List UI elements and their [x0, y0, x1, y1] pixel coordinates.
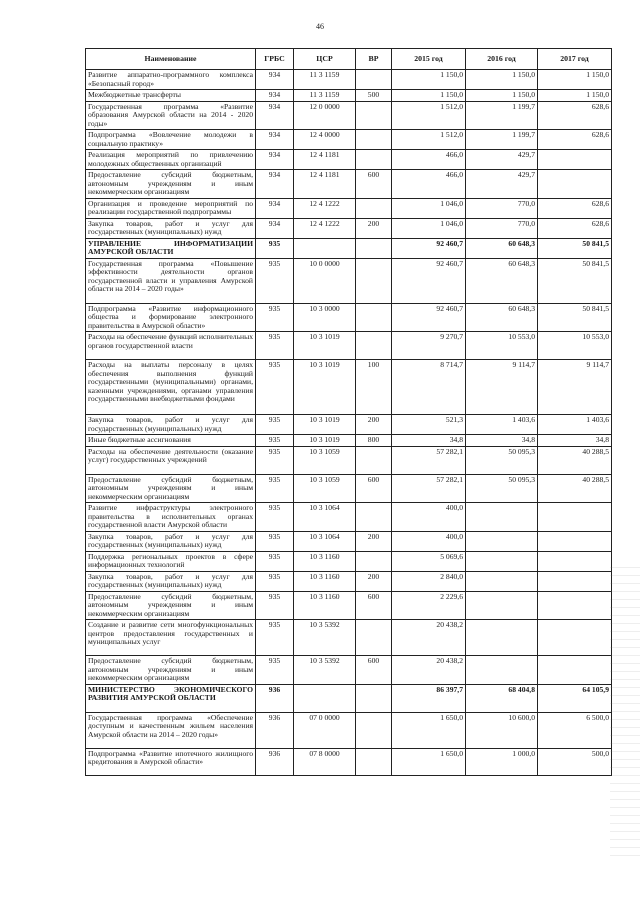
cell-vr: 800	[356, 435, 392, 447]
cell-y2015: 400,0	[392, 503, 466, 532]
cell-y2017: 50 841,5	[538, 238, 612, 258]
cell-y2015: 92 460,7	[392, 238, 466, 258]
cell-y2015: 1 512,0	[392, 130, 466, 150]
cell-csr: 10 3 1019	[294, 435, 356, 447]
cell-csr: 10 3 1059	[294, 474, 356, 503]
cell-y2017: 628,6	[538, 198, 612, 218]
cell-grbs: 934	[256, 130, 294, 150]
cell-y2017	[538, 531, 612, 551]
header-name: Наименование	[86, 49, 256, 70]
cell-csr: 11 3 1159	[294, 70, 356, 90]
cell-name: Подпрограмма «Вовлечение молодежи в социальную практику»	[86, 130, 256, 150]
table-row	[86, 531, 612, 551]
cell-grbs: 936	[256, 684, 294, 712]
cell-y2017	[538, 591, 612, 620]
cell-csr: 10 3 1059	[294, 446, 356, 474]
cell-grbs: 935	[256, 620, 294, 656]
cell-y2016	[466, 531, 538, 551]
cell-y2015: 92 460,7	[392, 258, 466, 303]
cell-y2017	[538, 503, 612, 532]
cell-csr: 10 3 1064	[294, 503, 356, 532]
cell-name: Организация и проведение мероприятий по реализации государственной подпрограммы	[86, 198, 256, 218]
cell-y2017: 6 500,0	[538, 712, 612, 748]
cell-y2017: 500,0	[538, 748, 612, 775]
cell-y2016: 1 199,7	[466, 101, 538, 130]
cell-grbs: 935	[256, 238, 294, 258]
cell-grbs: 935	[256, 474, 294, 503]
cell-y2016	[466, 571, 538, 591]
cell-grbs: 935	[256, 258, 294, 303]
cell-y2015: 466,0	[392, 150, 466, 170]
cell-csr: 10 3 1160	[294, 551, 356, 571]
cell-name: Закупка товаров, работ и услуг для государственных (муниципальных) нужд	[86, 218, 256, 238]
cell-name: Расходы на обеспечение деятельности (оказание услуг) государственных учреждений	[86, 446, 256, 474]
cell-csr	[294, 238, 356, 258]
cell-y2017: 628,6	[538, 130, 612, 150]
cell-y2017: 40 288,5	[538, 446, 612, 474]
table-header-row	[86, 49, 612, 70]
table-row	[86, 70, 612, 90]
table-row	[86, 620, 612, 656]
cell-name: УПРАВЛЕНИЕ ИНФОРМАТИЗАЦИИ АМУРСКОЙ ОБЛАСТИ	[86, 238, 256, 258]
cell-vr	[356, 684, 392, 712]
table-row	[86, 258, 612, 303]
cell-y2016: 10 553,0	[466, 332, 538, 360]
cell-csr: 10 3 5392	[294, 620, 356, 656]
cell-csr: 07 8 0000	[294, 748, 356, 775]
cell-csr: 12 4 0000	[294, 130, 356, 150]
cell-vr	[356, 238, 392, 258]
cell-vr	[356, 101, 392, 130]
cell-y2016: 9 114,7	[466, 360, 538, 415]
cell-y2015: 400,0	[392, 531, 466, 551]
cell-y2016	[466, 551, 538, 571]
cell-vr: 600	[356, 474, 392, 503]
cell-csr: 12 4 1222	[294, 198, 356, 218]
cell-csr: 12 4 1222	[294, 218, 356, 238]
cell-y2016: 1 000,0	[466, 748, 538, 775]
cell-name: Создание и развитие сети многофункциональных центров предоставления государственных и муниципальных услуг	[86, 620, 256, 656]
table-row	[86, 101, 612, 130]
cell-grbs: 934	[256, 101, 294, 130]
cell-csr: 10 3 1064	[294, 531, 356, 551]
cell-y2015: 1 150,0	[392, 70, 466, 90]
cell-y2016	[466, 620, 538, 656]
cell-vr	[356, 130, 392, 150]
cell-y2016: 770,0	[466, 198, 538, 218]
cell-vr	[356, 748, 392, 775]
table-row	[86, 684, 612, 712]
table-row	[86, 591, 612, 620]
cell-grbs: 934	[256, 70, 294, 90]
cell-csr: 07 0 0000	[294, 712, 356, 748]
cell-y2016: 1 150,0	[466, 70, 538, 90]
cell-csr: 10 3 1019	[294, 415, 356, 435]
table-row	[86, 198, 612, 218]
cell-y2015: 5 069,6	[392, 551, 466, 571]
table-row	[86, 415, 612, 435]
cell-name: Развитие аппаратно-программного комплекса «Безопасный город»	[86, 70, 256, 90]
cell-y2015: 1 046,0	[392, 198, 466, 218]
cell-y2015: 20 438,2	[392, 620, 466, 656]
cell-vr: 500	[356, 90, 392, 102]
cell-y2016: 429,7	[466, 150, 538, 170]
cell-y2015: 1 512,0	[392, 101, 466, 130]
table-row	[86, 332, 612, 360]
cell-grbs: 935	[256, 360, 294, 415]
cell-csr: 10 3 1160	[294, 591, 356, 620]
cell-y2017	[538, 170, 612, 199]
cell-csr: 11 3 1159	[294, 90, 356, 102]
cell-vr	[356, 332, 392, 360]
cell-y2017	[538, 620, 612, 656]
cell-csr: 10 3 1160	[294, 571, 356, 591]
cell-grbs: 935	[256, 571, 294, 591]
cell-y2015: 1 650,0	[392, 748, 466, 775]
cell-y2015: 9 270,7	[392, 332, 466, 360]
cell-y2016	[466, 656, 538, 685]
cell-vr	[356, 303, 392, 332]
cell-vr	[356, 150, 392, 170]
cell-y2017: 628,6	[538, 218, 612, 238]
cell-y2016: 1 150,0	[466, 90, 538, 102]
cell-y2016: 10 600,0	[466, 712, 538, 748]
cell-y2015: 8 714,7	[392, 360, 466, 415]
cell-vr: 600	[356, 170, 392, 199]
cell-y2015: 2 229,6	[392, 591, 466, 620]
cell-name: Межбюджетные трансферты	[86, 90, 256, 102]
table-row	[86, 446, 612, 474]
scan-artifact	[610, 560, 640, 860]
table-row	[86, 748, 612, 775]
cell-name: Предоставление субсидий бюджетным, автономным учреждениям и иным некоммерческим организациям	[86, 170, 256, 199]
cell-y2016: 60 648,3	[466, 258, 538, 303]
cell-y2016: 429,7	[466, 170, 538, 199]
cell-y2015: 466,0	[392, 170, 466, 199]
cell-y2017: 10 553,0	[538, 332, 612, 360]
cell-vr	[356, 620, 392, 656]
cell-y2016: 50 095,3	[466, 446, 538, 474]
cell-y2017	[538, 551, 612, 571]
cell-y2017: 9 114,7	[538, 360, 612, 415]
cell-name: Иные бюджетные ассигнования	[86, 435, 256, 447]
cell-y2017: 64 105,9	[538, 684, 612, 712]
header-2015: 2015 год	[392, 49, 466, 70]
cell-name: МИНИСТЕРСТВО ЭКОНОМИЧЕСКОГО РАЗВИТИЯ АМУРСКОЙ ОБЛАСТИ	[86, 684, 256, 712]
cell-y2017	[538, 571, 612, 591]
cell-y2015: 1 046,0	[392, 218, 466, 238]
cell-csr: 10 0 0000	[294, 258, 356, 303]
cell-vr: 200	[356, 218, 392, 238]
cell-csr: 10 3 1019	[294, 360, 356, 415]
cell-grbs: 935	[256, 531, 294, 551]
cell-name: Предоставление субсидий бюджетным, автономным учреждениям и иным некоммерческим организациям	[86, 591, 256, 620]
cell-vr	[356, 712, 392, 748]
cell-csr: 10 3 0000	[294, 303, 356, 332]
table-row	[86, 90, 612, 102]
cell-y2015: 2 840,0	[392, 571, 466, 591]
cell-y2017: 34,8	[538, 435, 612, 447]
cell-grbs: 935	[256, 332, 294, 360]
cell-vr	[356, 551, 392, 571]
cell-y2016	[466, 591, 538, 620]
table-row	[86, 571, 612, 591]
cell-grbs: 934	[256, 90, 294, 102]
cell-grbs: 935	[256, 303, 294, 332]
cell-vr: 100	[356, 360, 392, 415]
cell-name: Закупка товаров, работ и услуг для государственных (муниципальных) нужд	[86, 531, 256, 551]
cell-name: Государственная программа «Повышение эффективности деятельности органов государственной власти и управления Амурской области на 2014 – 2020 годы»	[86, 258, 256, 303]
cell-name: Предоставление субсидий бюджетным, автономным учреждениям и иным некоммерческим организациям	[86, 474, 256, 503]
cell-y2017: 40 288,5	[538, 474, 612, 503]
cell-y2015: 86 397,7	[392, 684, 466, 712]
cell-y2017: 1 403,6	[538, 415, 612, 435]
cell-y2017	[538, 656, 612, 685]
cell-y2016: 1 199,7	[466, 130, 538, 150]
table-row	[86, 712, 612, 748]
cell-y2017: 1 150,0	[538, 70, 612, 90]
cell-grbs: 935	[256, 503, 294, 532]
cell-grbs: 935	[256, 435, 294, 447]
cell-vr	[356, 70, 392, 90]
cell-y2015: 1 150,0	[392, 90, 466, 102]
cell-vr: 600	[356, 591, 392, 620]
cell-vr	[356, 258, 392, 303]
cell-grbs: 935	[256, 591, 294, 620]
cell-y2015: 57 282,1	[392, 474, 466, 503]
table-row	[86, 656, 612, 685]
cell-name: Подпрограмма «Развитие ипотечного жилищного кредитования в Амурской области»	[86, 748, 256, 775]
table-row	[86, 150, 612, 170]
header-2017: 2017 год	[538, 49, 612, 70]
header-vr: ВР	[356, 49, 392, 70]
cell-y2016: 1 403,6	[466, 415, 538, 435]
cell-vr	[356, 446, 392, 474]
cell-grbs: 935	[256, 551, 294, 571]
cell-csr: 10 3 5392	[294, 656, 356, 685]
table-row	[86, 360, 612, 415]
cell-vr	[356, 503, 392, 532]
cell-y2016: 34,8	[466, 435, 538, 447]
cell-y2015: 34,8	[392, 435, 466, 447]
header-2016: 2016 год	[466, 49, 538, 70]
cell-name: Закупка товаров, работ и услуг для государственных (муниципальных) нужд	[86, 415, 256, 435]
table-row	[86, 303, 612, 332]
table-row	[86, 130, 612, 150]
cell-vr: 200	[356, 531, 392, 551]
cell-grbs: 936	[256, 712, 294, 748]
header-csr: ЦСР	[294, 49, 356, 70]
cell-y2017: 1 150,0	[538, 90, 612, 102]
cell-name: Государственная программа «Обеспечение доступным и качественным жильем населения Амурской области на 2014 – 2020 годы»	[86, 712, 256, 748]
table-row	[86, 435, 612, 447]
cell-y2017: 50 841,5	[538, 303, 612, 332]
budget-table	[85, 48, 612, 776]
cell-y2016: 770,0	[466, 218, 538, 238]
cell-name: Закупка товаров, работ и услуг для государственных (муниципальных) нужд	[86, 571, 256, 591]
header-grbs: ГРБС	[256, 49, 294, 70]
cell-y2015: 1 650,0	[392, 712, 466, 748]
cell-y2015: 521,3	[392, 415, 466, 435]
cell-csr	[294, 684, 356, 712]
cell-grbs: 935	[256, 656, 294, 685]
cell-name: Расходы на обеспечение функций исполнительных органов государственной власти	[86, 332, 256, 360]
cell-y2017	[538, 150, 612, 170]
cell-csr: 12 4 1181	[294, 170, 356, 199]
cell-csr: 10 3 1019	[294, 332, 356, 360]
cell-vr: 200	[356, 571, 392, 591]
page-number: 46	[316, 22, 324, 31]
cell-csr: 12 0 0000	[294, 101, 356, 130]
cell-csr: 12 4 1181	[294, 150, 356, 170]
table-row	[86, 551, 612, 571]
table-row	[86, 170, 612, 199]
cell-grbs: 936	[256, 748, 294, 775]
table-row	[86, 474, 612, 503]
cell-name: Государственная программа «Развитие образования Амурской области на 2014 - 2020 годы»	[86, 101, 256, 130]
cell-name: Расходы на выплаты персоналу в целях обеспечения выполнения функций государственными (муниципальными) органами, казенными учреждениями, органами управления государственными внебюджетными фондами	[86, 360, 256, 415]
cell-vr: 200	[356, 415, 392, 435]
cell-y2016: 68 404,8	[466, 684, 538, 712]
cell-grbs: 934	[256, 198, 294, 218]
table-row	[86, 218, 612, 238]
cell-grbs: 935	[256, 446, 294, 474]
cell-y2016: 50 095,3	[466, 474, 538, 503]
table-row	[86, 503, 612, 532]
cell-y2015: 57 282,1	[392, 446, 466, 474]
cell-y2015: 92 460,7	[392, 303, 466, 332]
cell-vr	[356, 198, 392, 218]
cell-y2017: 628,6	[538, 101, 612, 130]
cell-vr: 600	[356, 656, 392, 685]
cell-name: Поддержка региональных проектов в сфере информационных технологий	[86, 551, 256, 571]
cell-y2016	[466, 503, 538, 532]
cell-y2017: 50 841,5	[538, 258, 612, 303]
cell-y2016: 60 648,3	[466, 303, 538, 332]
cell-name: Развитие инфраструктуры электронного правительства в исполнительных органах государственной власти Амурской области	[86, 503, 256, 532]
cell-grbs: 935	[256, 415, 294, 435]
cell-grbs: 934	[256, 150, 294, 170]
cell-name: Реализация мероприятий по привлечению молодежных общественных организаций	[86, 150, 256, 170]
cell-name: Предоставление субсидий бюджетным, автономным учреждениям и иным некоммерческим организациям	[86, 656, 256, 685]
cell-grbs: 934	[256, 170, 294, 199]
cell-name: Подпрограмма «Развитие информационного общества и формирование электронного правительства в Амурской области»	[86, 303, 256, 332]
cell-y2016: 60 648,3	[466, 238, 538, 258]
table-row	[86, 238, 612, 258]
cell-y2015: 20 438,2	[392, 656, 466, 685]
cell-grbs: 934	[256, 218, 294, 238]
